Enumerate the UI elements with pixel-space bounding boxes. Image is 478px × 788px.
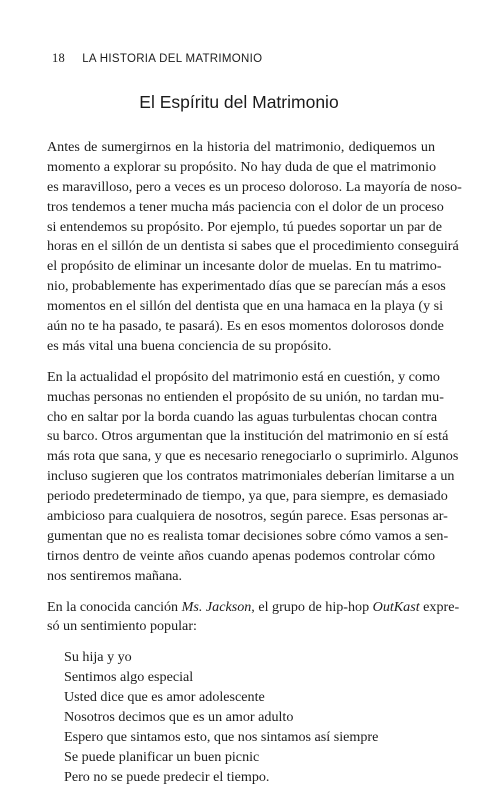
text-line: tirnos dentro de veinte años cuando apenas podemos controlar cómo [47, 547, 435, 564]
paragraph-3 [47, 598, 460, 638]
text-line: Antes de sumergirnos en la historia del matrimonio, dediquemos un [47, 139, 435, 155]
lyric-line: Usted dice que es amor adolescente [64, 689, 265, 706]
text-run: , el grupo de hip-hop [251, 598, 373, 615]
text-line: ambicioso para cualquiera de nosotros, según parece. Esas personas ar- [47, 508, 448, 525]
paragraph-2 [47, 368, 459, 587]
text-line: momentos en el sillón del dentista que en una hamaca en la playa (y si [47, 298, 444, 315]
lyric-line: Sentimos algo especial [64, 669, 194, 686]
text-line: nio, probablemente has experimentado días que se parecían más a esos [47, 278, 446, 295]
text-line: só un sentimiento popular: [47, 618, 197, 635]
text-line: nos sentiremos mañana. [47, 567, 183, 584]
text-line: el propósito de eliminar un incesante dolor de muelas. En tu matrimo- [47, 258, 442, 275]
paragraph-1 [47, 138, 462, 357]
group-name: OutKast [372, 598, 420, 615]
running-title: LA HISTORIA DEL MATRIMONIO [82, 53, 263, 65]
text-line: su barco. Otros argumentan que la institución del matrimonio en sí está [47, 428, 449, 445]
text-line: aún no te ha pasado, te pasará). Es en esos momentos dolorosos donde [47, 318, 444, 335]
text-line: es maravilloso, pero a veces es un proceso doloroso. La mayoría de noso- [47, 178, 462, 195]
lyric-line: Pero no se puede predecir el tiempo. [64, 768, 270, 785]
text-line: más rota que sana, y que es necesario renegociarlo o suprimirlo. Algunos [47, 448, 459, 465]
page-header [52, 51, 262, 66]
text-run: expre- [419, 598, 460, 615]
text-line: incluso sugieren que los contratos matrimoniales deberían limitarse a un [47, 468, 455, 485]
text-line: es más vital una buena conciencia de su propósito. [47, 337, 332, 354]
text-line: gumentan que no es realista tomar decisiones sobre cómo vamos a sen- [47, 527, 449, 544]
song-title: Ms. Jackson [181, 598, 252, 615]
text-line: tros tendemos a tener mucha más paciencia con el dolor de un proceso [47, 198, 444, 215]
lyric-line: Nosotros decimos que es un amor adulto [64, 709, 294, 726]
text-line: momento a explorar su propósito. No hay duda de que el matrimonio [47, 158, 437, 175]
lyric-line: Espero que sintamos esto, que nos sintamos así siempre [64, 728, 379, 745]
body-text [47, 138, 462, 788]
text-run: En la conocida canción [47, 598, 182, 615]
text-line: periodo predeterminado de tiempo, ya que, para siempre, es demasiado [47, 488, 448, 505]
lyric-line: Su hija y yo [64, 649, 132, 666]
text-line: cho en saltar por la borda cuando las aguas turbulentas chocan contra [47, 408, 438, 425]
text-line: En la actualidad el propósito del matrimonio está en cuestión, y como [47, 368, 440, 385]
section-title: El Espíritu del Matrimonio [139, 92, 339, 112]
text-line: si entendemos su propósito. Por ejemplo, tú puedes soportar un par de [47, 218, 442, 235]
page-number: 18 [52, 51, 65, 65]
lyric-line: Se puede planificar un buen picnic [64, 748, 260, 765]
text-line: horas en el sillón de un dentista si sabes que el procedimiento conseguirá [47, 238, 459, 255]
text-line [47, 598, 460, 618]
text-line: muchas personas no entienden el propósito de su unión, no tardan mu- [47, 388, 444, 405]
